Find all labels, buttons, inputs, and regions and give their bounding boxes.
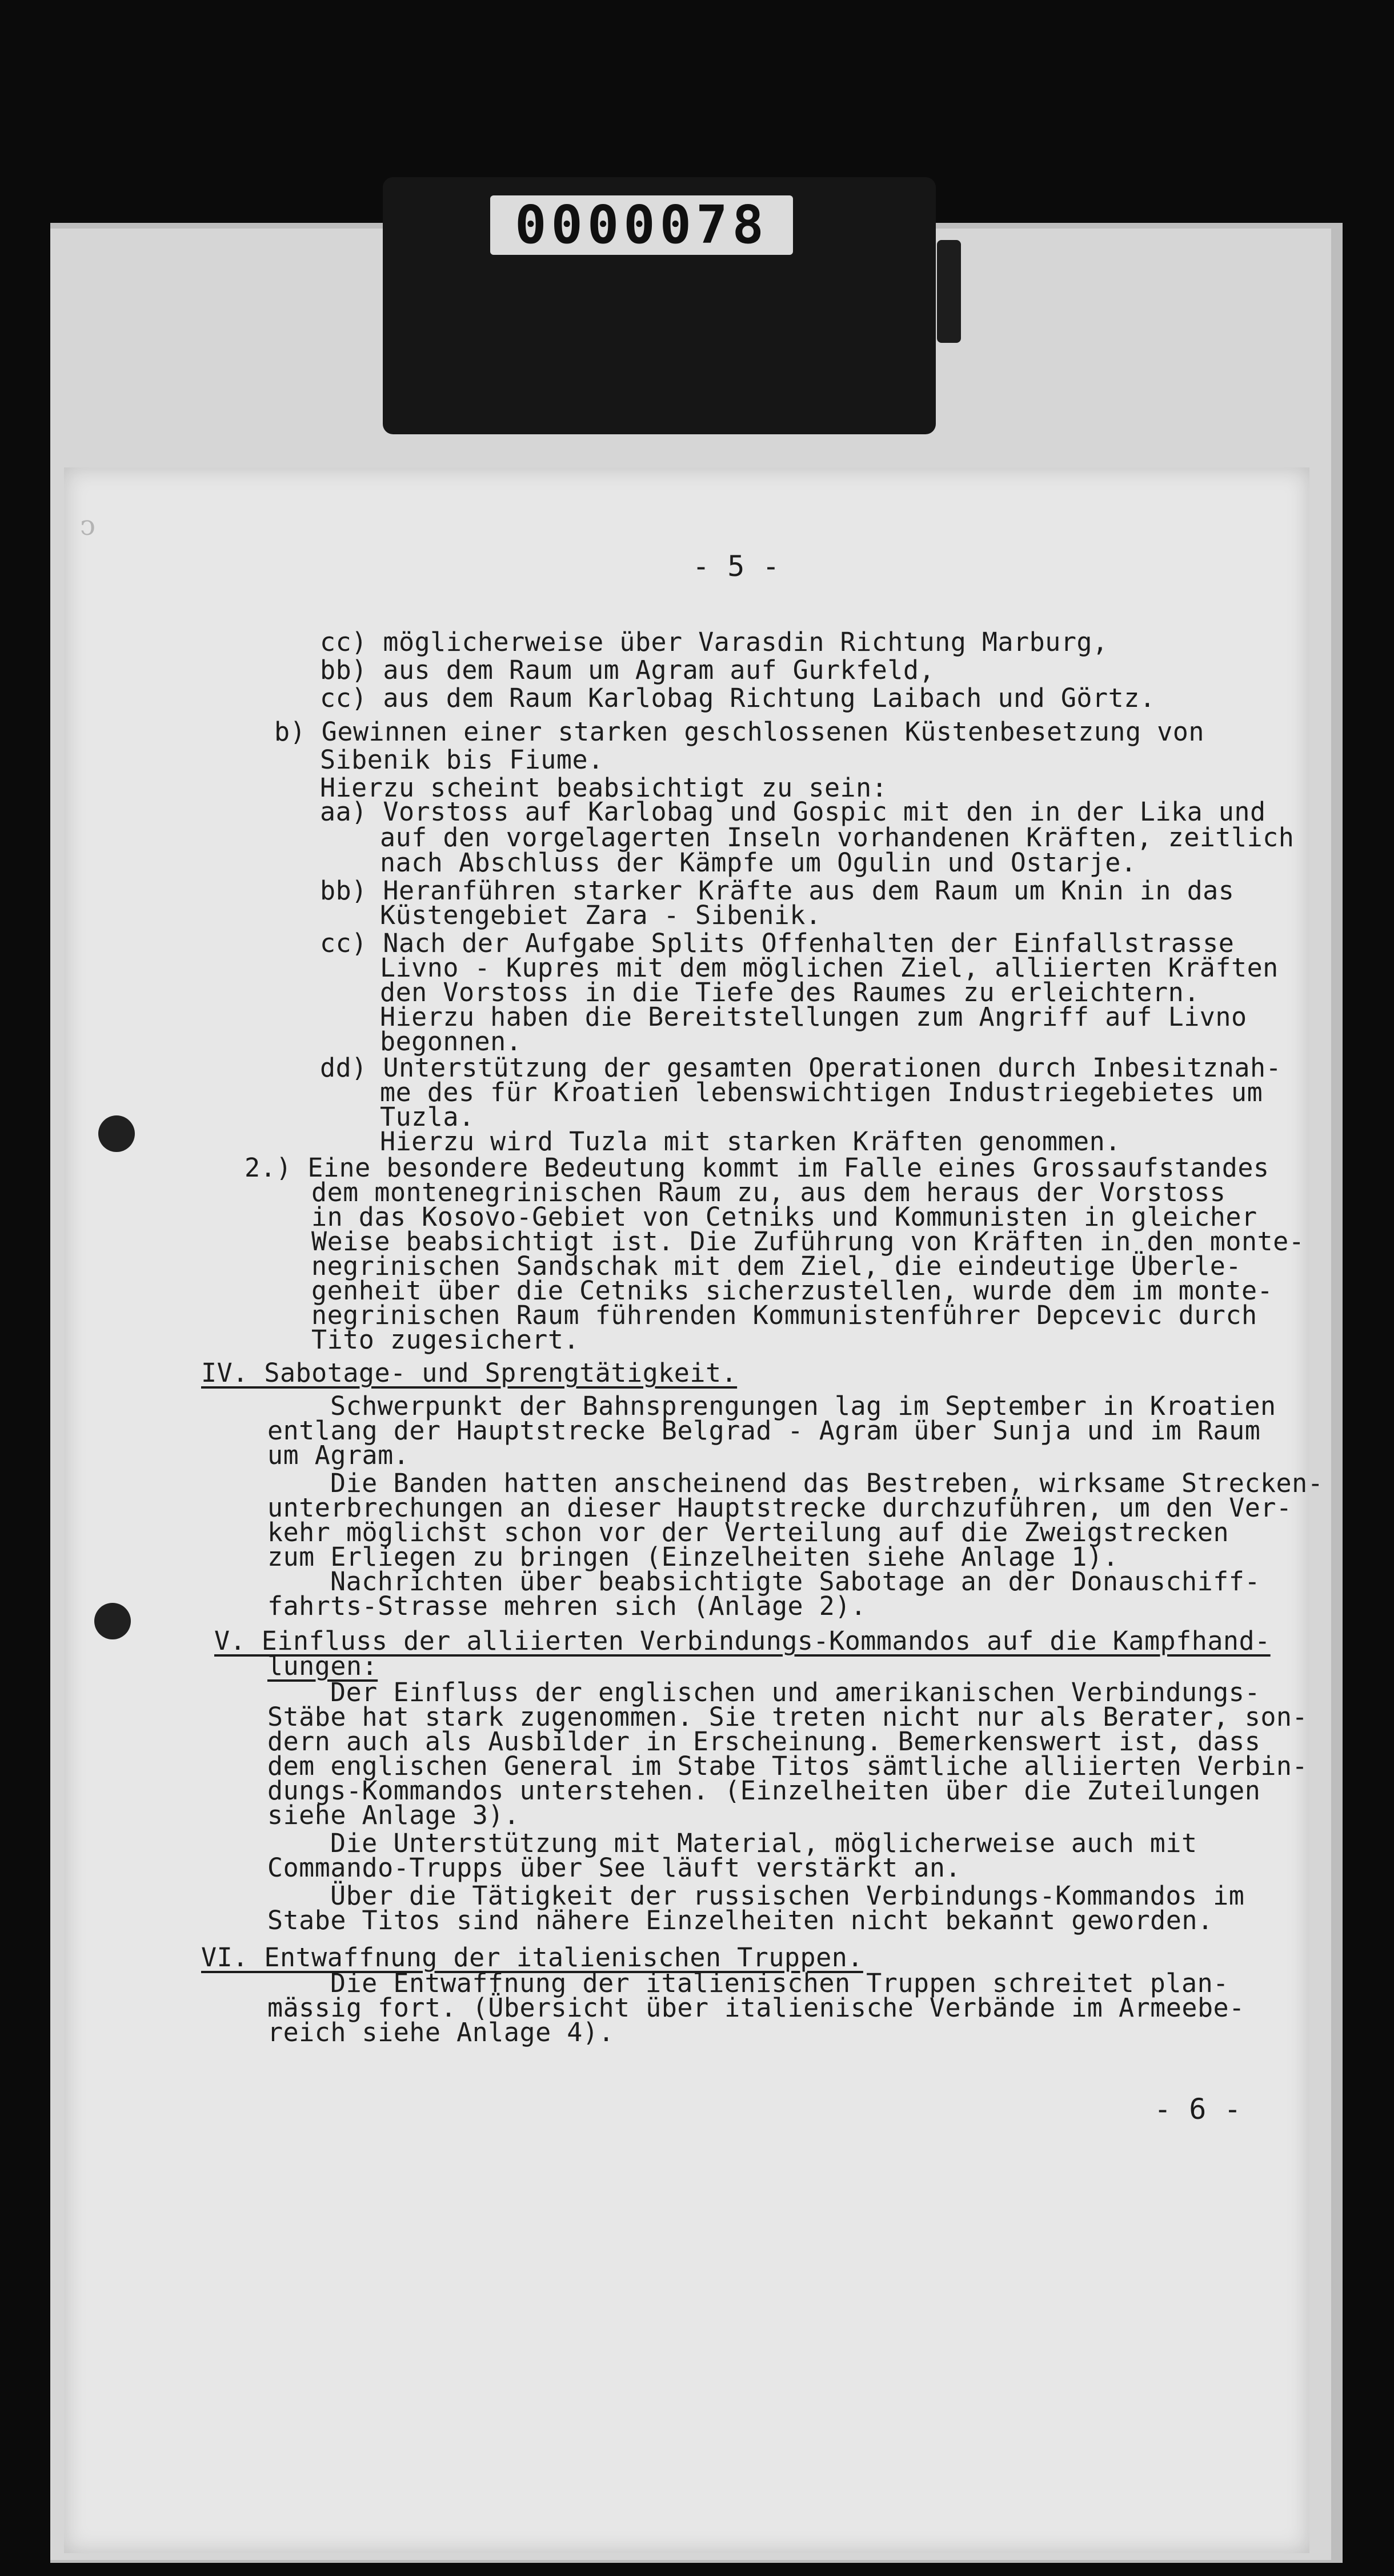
- faint-mark-icon: ↄ: [80, 510, 95, 542]
- text-line: dern auch als Ausbilder in Erscheinung. Bemerkenswert ist, dass: [267, 1726, 1261, 1757]
- section-heading: IV. Sabotage- und Sprengtätigkeit.: [201, 1358, 738, 1388]
- punch-hole-icon: [98, 1115, 135, 1152]
- text-line: Die Banden hatten anscheinend das Bestreben, wirksame Strecken-: [330, 1468, 1324, 1498]
- text-line: Schwerpunkt der Bahnsprengungen lag im September in Kroatien: [330, 1391, 1276, 1421]
- text-line: Livno - Kupres mit dem möglichen Ziel, alliierten Kräften: [380, 953, 1279, 983]
- text-line: Stabe Titos sind nähere Einzelheiten nicht bekannt geworden.: [267, 1905, 1213, 1935]
- text-line: negrinischen Sandschak mit dem Ziel, die eindeutige Überle-: [311, 1251, 1241, 1281]
- text-line: Hierzu scheint beabsichtigt zu sein:: [320, 773, 888, 803]
- text-line: bb) Heranführen starker Kräfte aus dem Raum um Knin in das: [320, 875, 1235, 906]
- section-heading: V. Einfluss der alliierten Verbindungs-Kommandos auf die Kampfhand-: [214, 1626, 1271, 1656]
- text-line: Tito zugesichert.: [311, 1325, 580, 1355]
- text-line: auf den vorgelagerten Inseln vorhandenen Kräften, zeitlich: [380, 822, 1295, 853]
- text-line: cc) Nach der Aufgabe Splits Offenhalten der Einfallstrasse: [320, 928, 1235, 958]
- text-line: cc) aus dem Raum Karlobag Richtung Laibach und Görtz.: [320, 683, 1156, 713]
- text-line: Küstengebiet Zara - Sibenik.: [380, 900, 822, 930]
- text-line: Sibenik bis Fiume.: [320, 745, 604, 775]
- text-line: aa) Vorstoss auf Karlobag und Gospic mit den in der Lika und: [320, 797, 1266, 827]
- text-line: Die Entwaffnung der italienischen Truppen schreitet plan-: [330, 1968, 1229, 1998]
- text-line: siehe Anlage 3).: [267, 1800, 520, 1830]
- text-line: Stäbe hat stark zugenommen. Sie treten nicht nur als Berater, son-: [267, 1702, 1308, 1732]
- text-line: Über die Tätigkeit der russischen Verbindungs-Kommandos im: [330, 1881, 1245, 1911]
- counter-clip: [937, 240, 961, 343]
- text-line: Weise beabsichtigt ist. Die Zuführung von Kräften in den monte-: [311, 1226, 1305, 1257]
- text-line: zum Erliegen zu bringen (Einzelheiten siehe Anlage 1).: [267, 1542, 1119, 1572]
- text-line: fahrts-Strasse mehren sich (Anlage 2).: [267, 1591, 867, 1621]
- text-line: kehr möglichst schon vor der Verteilung auf die Zweigstrecken: [267, 1517, 1229, 1547]
- frame-counter: 0000078: [490, 195, 793, 255]
- page-number: - 5 -: [692, 550, 780, 583]
- text-line: genheit über die Cetniks sicherzustellen, wurde dem im monte-: [311, 1275, 1273, 1306]
- next-page-number: - 6 -: [1154, 2093, 1242, 2126]
- text-line: bb) aus dem Raum um Agram auf Gurkfeld,: [320, 655, 935, 685]
- text-line: b) Gewinnen einer starken geschlossenen Küstenbesetzung von: [274, 717, 1204, 747]
- text-line: dem englischen General im Stabe Titos sämtliche alliierten Verbin-: [267, 1751, 1308, 1781]
- text-line: begonnen.: [380, 1026, 522, 1057]
- punch-hole-icon: [94, 1603, 131, 1639]
- text-line: 2.) Eine besondere Bedeutung kommt im Falle eines Grossaufstandes: [245, 1153, 1269, 1183]
- text-line: den Vorstoss in die Tiefe des Raumes zu erleichtern.: [380, 977, 1200, 1007]
- text-line: Commando-Trupps über See läuft verstärkt an.: [267, 1853, 962, 1883]
- text-line: dungs-Kommandos unterstehen. (Einzelheiten über die Zuteilungen: [267, 1775, 1261, 1806]
- text-line: dem montenegrinischen Raum zu, aus dem heraus der Vorstoss: [311, 1177, 1226, 1207]
- text-line: entlang der Hauptstrecke Belgrad - Agram über Sunja und im Raum: [267, 1415, 1261, 1446]
- text-line: Die Unterstützung mit Material, möglicherweise auch mit: [330, 1828, 1197, 1858]
- text-line: Der Einfluss der englischen und amerikanischen Verbindungs-: [330, 1677, 1260, 1707]
- text-line: mässig fort. (Übersicht über italienische Verbände im Armeebe-: [267, 1993, 1245, 2023]
- text-line: negrinischen Raum führenden Kommunistenführer Depcevic durch: [311, 1300, 1257, 1330]
- text-line: dd) Unterstützung der gesamten Operationen durch Inbesitznah-: [320, 1053, 1282, 1083]
- text-line: unterbrechungen an dieser Hauptstrecke durchzuführen, um den Ver-: [267, 1493, 1292, 1523]
- text-line: reich siehe Anlage 4).: [267, 2017, 615, 2047]
- text-line: Hierzu haben die Bereitstellungen zum Angriff auf Livno: [380, 1002, 1247, 1032]
- text-line: Hierzu wird Tuzla mit starken Kräften genommen.: [380, 1126, 1121, 1157]
- text-line: Nachrichten über beabsichtigte Sabotage an der Donauschiff-: [330, 1566, 1260, 1597]
- text-line: nach Abschluss der Kämpfe um Ogulin und Ostarje.: [380, 847, 1137, 878]
- text-line: Tuzla.: [380, 1102, 475, 1132]
- text-line: lungen:: [267, 1651, 378, 1681]
- text-line: um Agram.: [267, 1440, 410, 1470]
- text-line: cc) möglicherweise über Varasdin Richtung Marburg,: [320, 627, 1108, 657]
- text-line: in das Kosovo-Gebiet von Cetniks und Kommunisten in gleicher: [311, 1202, 1257, 1232]
- text-line: me des für Kroatien lebenswichtigen Industriegebietes um: [380, 1077, 1263, 1107]
- section-heading: VI. Entwaffnung der italienischen Truppen.: [201, 1942, 863, 1973]
